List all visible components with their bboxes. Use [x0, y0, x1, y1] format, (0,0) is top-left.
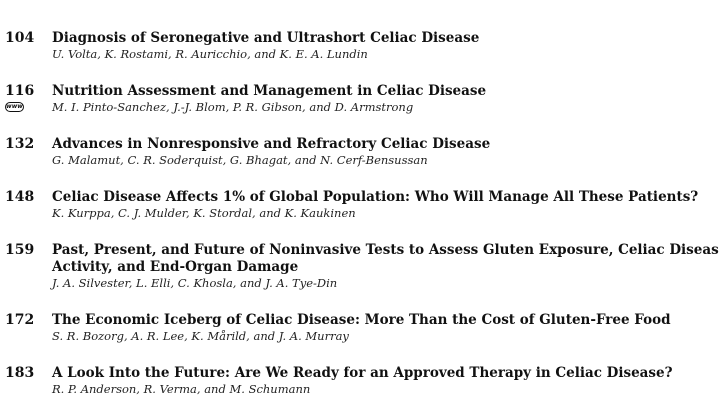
article-authors: S. R. Bozorg, A. R. Lee, K. Mårild, and J. A. Murray — [52, 329, 349, 343]
article-authors: U. Volta, K. Rostami, R. Auricchio, and K. E. A. Lundin — [52, 47, 368, 61]
article-title-continued[interactable]: Activity, and End-Organ Damage — [52, 259, 299, 275]
page-number: 148 — [5, 189, 35, 205]
page-number: 183 — [5, 365, 35, 381]
article-title[interactable]: Past, Present, and Future of Noninvasive Tests to Assess Gluten Exposure, Celiac Diseas — [52, 242, 719, 258]
page-number: 116 — [5, 83, 35, 99]
article-title[interactable]: Celiac Disease Affects 1% of Global Population: Who Will Manage All These Patients? — [52, 189, 699, 205]
article-title[interactable]: The Economic Iceberg of Celiac Disease: More Than the Cost of Gluten-Free Food — [52, 312, 671, 328]
article-authors: J. A. Silvester, L. Elli, C. Khosla, and J. A. Tye-Din — [52, 276, 338, 290]
page-number: 104 — [5, 30, 35, 46]
www-icon[interactable]: www — [6, 103, 23, 110]
page-number: 132 — [5, 136, 35, 152]
article-title[interactable]: Nutrition Assessment and Management in Celiac Disease — [52, 83, 487, 99]
article-title[interactable]: Advances in Nonresponsive and Refractory Celiac Disease — [52, 136, 491, 152]
article-authors: R. P. Anderson, R. Verma, and M. Schumann — [52, 382, 311, 396]
page-number: 172 — [5, 312, 35, 328]
article-authors: M. I. Pinto-Sanchez, J.-J. Blom, P. R. Gibson, and D. Armstrong — [52, 100, 414, 114]
page-number: 159 — [5, 242, 35, 258]
article-authors: K. Kurppa, C. J. Mulder, K. Stordal, and K. Kaukinen — [52, 206, 356, 220]
article-title[interactable]: A Look Into the Future: Are We Ready for an Approved Therapy in Celiac Disease? — [52, 365, 673, 381]
article-title[interactable]: Diagnosis of Seronegative and Ultrashort Celiac Disease — [52, 30, 480, 46]
article-authors: G. Malamut, C. R. Soderquist, G. Bhagat, and N. Cerf-Bensussan — [52, 153, 428, 167]
